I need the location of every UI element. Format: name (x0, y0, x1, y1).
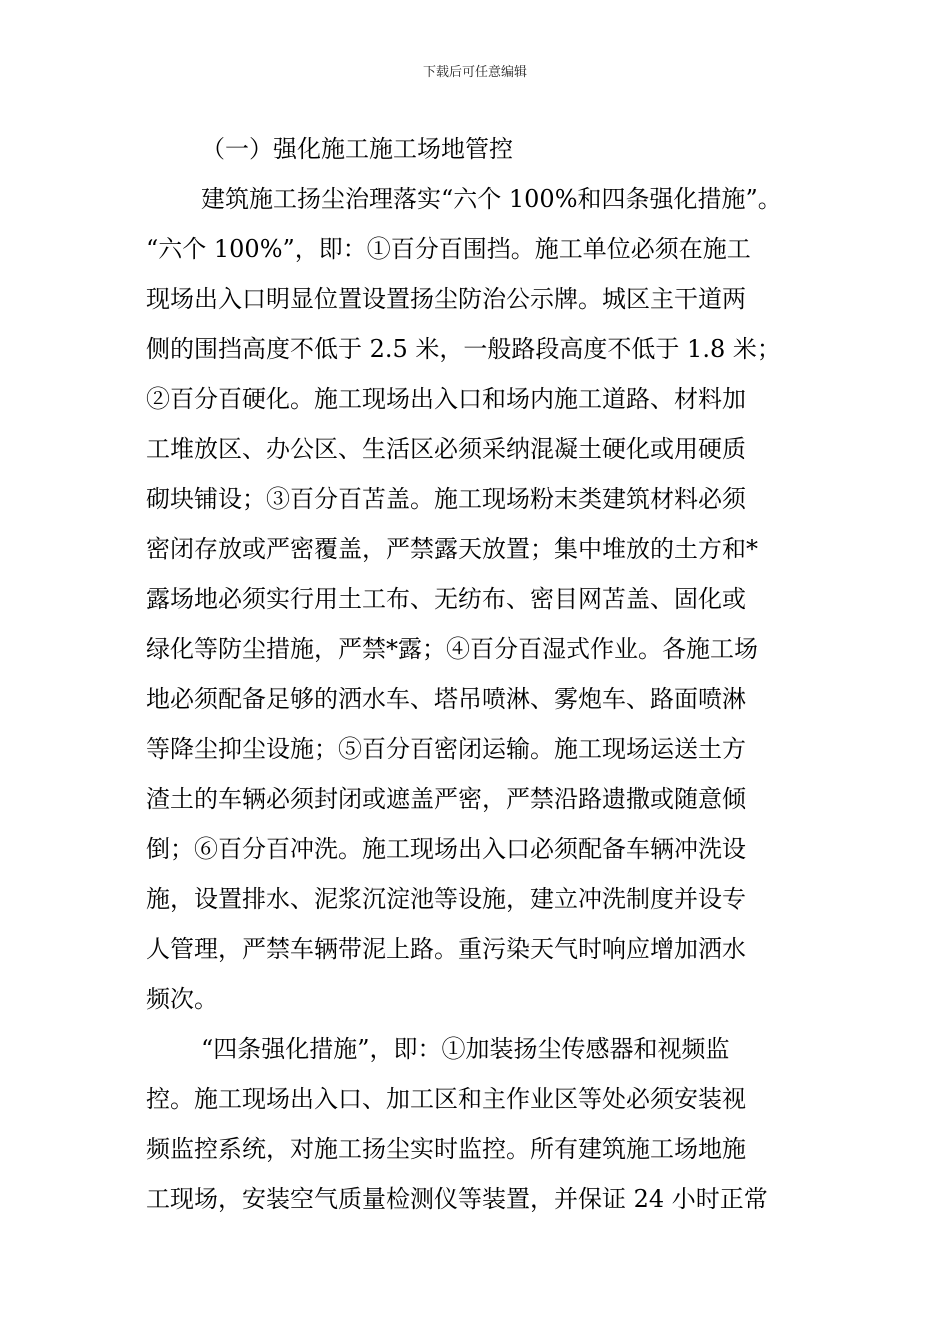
paragraph-line: 建筑施工扬尘治理落实“六个 100%和四条强化措施”。 (201, 185, 782, 213)
paragraph-line: 现场出入口明显位置设置扬尘防治公示牌。城区主干道两 (146, 285, 746, 313)
paragraph-line: “四条强化措施”，即：①加装扬尘传感器和视频监 (201, 1035, 730, 1063)
paragraph-line: 绿化等防尘措施，严禁*露；④百分百湿式作业。各施工场 (146, 635, 758, 663)
section-heading: （一）强化施工施工场地管控 (201, 135, 513, 163)
paragraph-line: 露场地必须实行用土工布、无纺布、密目网苫盖、固化或 (146, 585, 746, 613)
paragraph-four-measures (146, 1024, 826, 1224)
paragraph-line: “六个 100%”，即：①百分百围挡。施工单位必须在施工 (146, 235, 751, 263)
paragraph-line: 密闭存放或严密覆盖，严禁露天放置；集中堆放的土方和* (146, 535, 758, 563)
paragraph-line: ②百分百硬化。施工现场出入口和场内施工道路、材料加 (146, 385, 746, 413)
paragraph-line: 工现场，安装空气质量检测仪等装置，并保证 24 小时正常 (146, 1185, 768, 1213)
page-header: 下载后可任意编辑 (422, 65, 527, 80)
paragraph-dust-control (146, 174, 826, 1024)
paragraph-line: 控。施工现场出入口、加工区和主作业区等处必须安装视 (146, 1085, 746, 1113)
paragraph-line: 人管理，严禁车辆带泥上路。重污染天气时响应增加洒水 (146, 935, 746, 963)
paragraph-line: 频次。 (146, 985, 218, 1013)
paragraph-line: 侧的围挡高度不低于 2.5 米，一般路段高度不低于 1.8 米； (146, 335, 781, 363)
paragraph-line: 频监控系统，对施工扬尘实时监控。所有建筑施工场地施 (146, 1135, 746, 1163)
paragraph-line: 工堆放区、办公区、生活区必须采纳混凝土硬化或用硬质 (146, 435, 746, 463)
document-body (146, 124, 826, 1224)
paragraph-line: 地必须配备足够的洒水车、塔吊喷淋、雾炮车、路面喷淋 (146, 685, 746, 713)
paragraph-line: 渣土的车辆必须封闭或遮盖严密，严禁沿路遗撒或随意倾 (146, 785, 746, 813)
paragraph-line: 倒；⑥百分百冲洗。施工现场出入口必须配备车辆冲洗设 (146, 835, 746, 863)
paragraph-line: 施，设置排水、泥浆沉淀池等设施，建立冲洗制度并设专 (146, 885, 746, 913)
paragraph-line: 砌块铺设；③百分百苫盖。施工现场粉末类建筑材料必须 (146, 485, 746, 513)
paragraph-line: 等降尘抑尘设施；⑤百分百密闭运输。施工现场运送土方 (146, 735, 746, 763)
